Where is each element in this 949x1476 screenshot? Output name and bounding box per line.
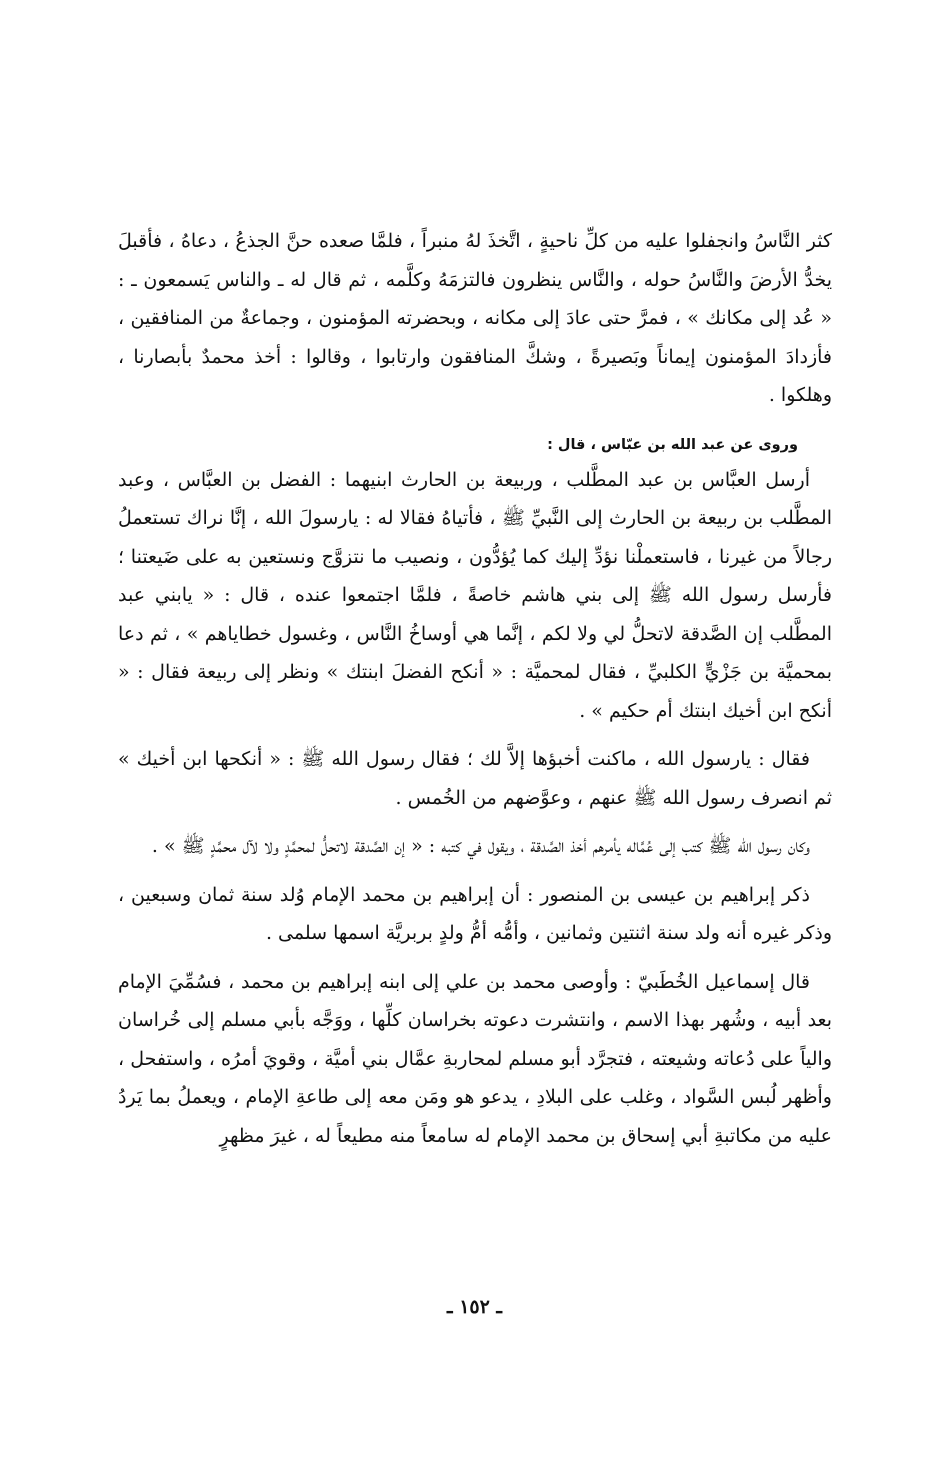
paragraph-4: وكان رسول الله ﷺ كتب إلى عُمَّاله يأمرهم أخذ الصَّدقة ، ويقول في كتبه : « إن الصَّدقة لاتحلُّ لمحمَّدٍ ولا لآل محمَّدٍ ﷺ » .	[151, 835, 810, 857]
paragraph-6: قال إسماعيل الخُطَبيّ : وأوصى محمد بن علي إلى ابنه إبراهيم بن محمد ، فسُمِّيَ الإمام بعد أبيه ، وشُهر بهذا الاسم ، وانتشرت دعوته بخراسان كلِّها ، ووَجَّه بأبي مسلم إلى خُراسان والياً على دُعاته وشيعته ، فتجرَّد أبو مسلم لمحاربةِ عمَّال بني أميَّة ، وقويَ أمرُه ، واستفحل ، وأظهر لُبس السَّواد ، وغلب على البلادِ ، يدعو هو ومَن معه إلى طاعةِ الإمام ، ويعملُ بما يَردُ عليه من مكاتبةِ أبي إسحاق بن محمد الإمام له سامعاً منه مطيعاً له ، غيرَ مظهرٍ	[118, 970, 832, 1147]
paragraph-2: أرسل العبَّاس بن عبد المطَّلب ، وربيعة بن الحارث ابنيهما : الفضل بن العبَّاس ، وعبد المطَّلب بن ربيعة بن الحارث إلى النَّبيِّ ﷺ ، فأتياهُ فقالا له : يارسولَ الله ، إنَّا نراك تستعملُ رجالاً من غيرنا ، فاستعملْنا نؤدِّ إليك كما يُؤدُّون ، ونصيب ما نتزوَّج ونستعين به على ضَيعتنا ؛ فأرسل رسول الله ﷺ إلى بني هاشم خاصةً ، فلمَّا اجتمعوا عنده ، قال : « يابني عبد المطَّلب إن الصَّدقة لاتحلُّ لي ولا لكم ، إنَّما هي أوساخُ النَّاس ، وغسول خطاياهم » ، ثم دعا بمحميَّة بن جَزْيٍّ الكلبيِّ ، فقال لمحميَّة : « أنكح الفضلَ ابنتك » ونظر إلى ربيعة فقال : « أنكح ابن أخيك ابنتك أم حكيم » .	[118, 468, 832, 722]
text-column	[118, 222, 832, 1155]
page-number: ـ ١٥٢ ـ	[447, 1296, 502, 1318]
section-subheading: وروى عن عبد الله بن عبّاس ، قال :	[547, 436, 798, 453]
paragraph-5: ذكر إبراهيم بن عيسى بن المنصور : أن إبراهيم بن محمد الإمام وُلد سنة ثمان وسبعين ، وذكر غيره أنه ولد سنة اثنتين وثمانين ، وأمُّه أمُّ ولدٍ بربريَّة اسمها سلمى .	[118, 883, 832, 944]
paragraph-3: فقال : يارسول الله ، ماكنت أخبؤها إلاَّ لك ؛ فقال رسول الله ﷺ : « أنكحها ابن أخيك » ثم انصرف رسول الله ﷺ عنهم ، وعوَّضهم من الخُمس .	[118, 748, 832, 809]
paragraph-1: كثر النَّاسُ وانجفلوا عليه من كلِّ ناحيةٍ ، اتَّخذَ لهُ منبراً ، فلمَّا صعده حنَّ الجذعُ ، دعاهُ ، فأقبلَ يخدُّ الأرضَ والنَّاسُ حوله ، والنَّاس ينظرون فالتزمَهُ وكلَّمه ، ثم قال له ـ والناس يَسمعون ـ : « عُد إلى مكانك » ، فمرَّ حتى عادَ إلى مكانه ، وبحضرته المؤمنون ، وجماعةٌ من المنافقين ، فأزدادَ المؤمنون إيماناً وبَصيرةً ، وشكَّ المنافقون وارتابوا ، وقالوا : أخذ محمدٌ بأبصارنا ، وهلكوا .	[118, 230, 832, 406]
